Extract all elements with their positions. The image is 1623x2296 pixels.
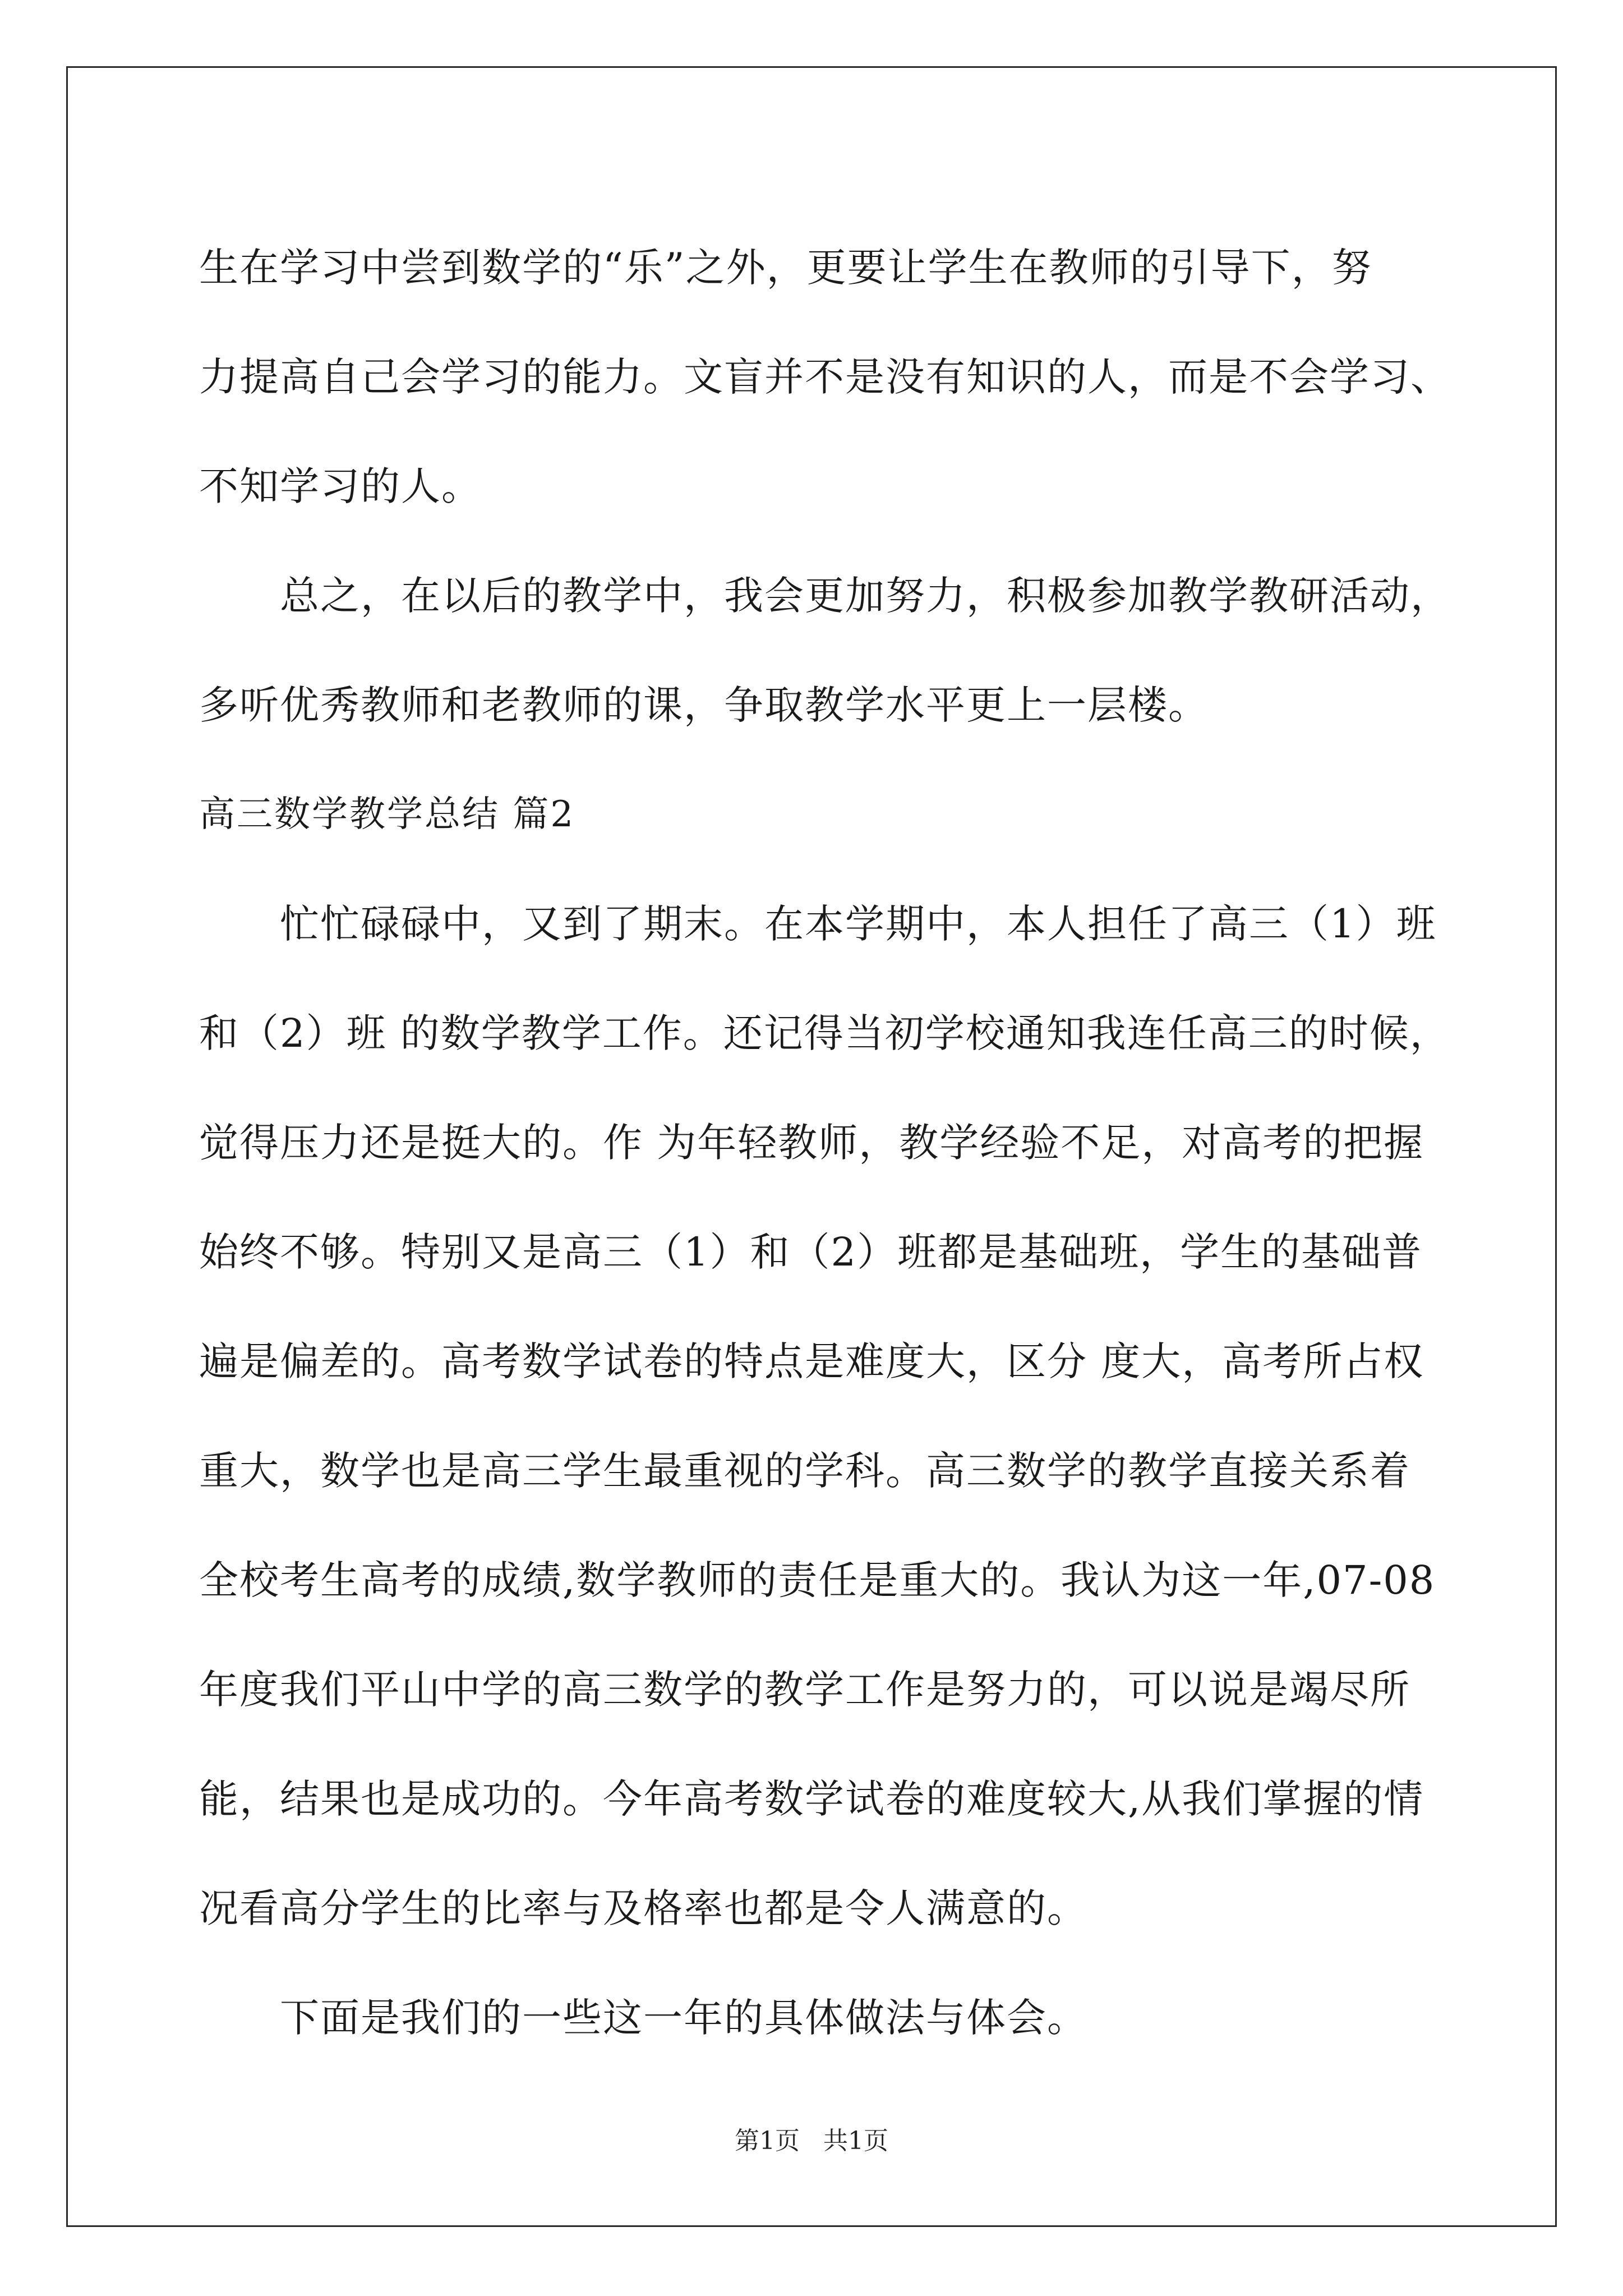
- body-line-2: 力提高自己会学习的能力。文盲并不是没有知识的人，而是不会学习、: [199, 354, 1451, 400]
- body-line-3: 不知学习的人。: [199, 463, 482, 509]
- body-line-14: 年度我们平山中学的高三数学的教学工作是努力的，可以说是竭尽所: [199, 1667, 1410, 1713]
- body-line-12: 重大，数学也是高三学生最重视的学科。高三数学的教学直接关系着: [199, 1448, 1410, 1494]
- body-line-9: 觉得压力还是挺大的。作 为年轻教师，教学经验不足，对高考的把握: [199, 1120, 1424, 1166]
- page-footer: 第1页 共1页: [735, 2127, 888, 2155]
- body-line-11: 遍是偏差的。高考数学试卷的特点是难度大，区分 度大，高考所占权: [199, 1338, 1424, 1384]
- section-heading: 高三数学教学总结 篇2: [199, 794, 575, 835]
- body-line-13: 全校考生高考的成绩,数学教师的责任是重大的。我认为这一年,07-08: [199, 1557, 1436, 1603]
- body-line-1: 生在学习中尝到数学的“乐”之外，更要让学生在教师的引导下，努: [199, 245, 1372, 291]
- body-line-5: 多听优秀教师和老教师的课，争取教学水平更上一层楼。: [199, 682, 1209, 728]
- body-line-16: 况看高分学生的比率与及格率也都是令人满意的。: [199, 1885, 1087, 1931]
- body-line-15: 能，结果也是成功的。今年高考数学试卷的难度较大,从我们掌握的情: [199, 1776, 1424, 1822]
- body-line-7: 忙忙碌碌中，又到了期末。在本学期中，本人担任了高三（1）班: [199, 901, 1437, 947]
- body-line-17: 下面是我们的一些这一年的具体做法与体会。: [199, 1995, 1087, 2041]
- body-line-8: 和（2）班 的数学教学工作。还记得当初学校通知我连任高三的时候，: [199, 1010, 1450, 1056]
- body-line-4: 总之，在以后的教学中，我会更加努力，积极参加教学教研活动，: [199, 573, 1451, 619]
- body-line-10: 始终不够。特别又是高三（1）和（2）班都是基础班，学生的基础普: [199, 1229, 1423, 1275]
- document-body: [199, 213, 1451, 2073]
